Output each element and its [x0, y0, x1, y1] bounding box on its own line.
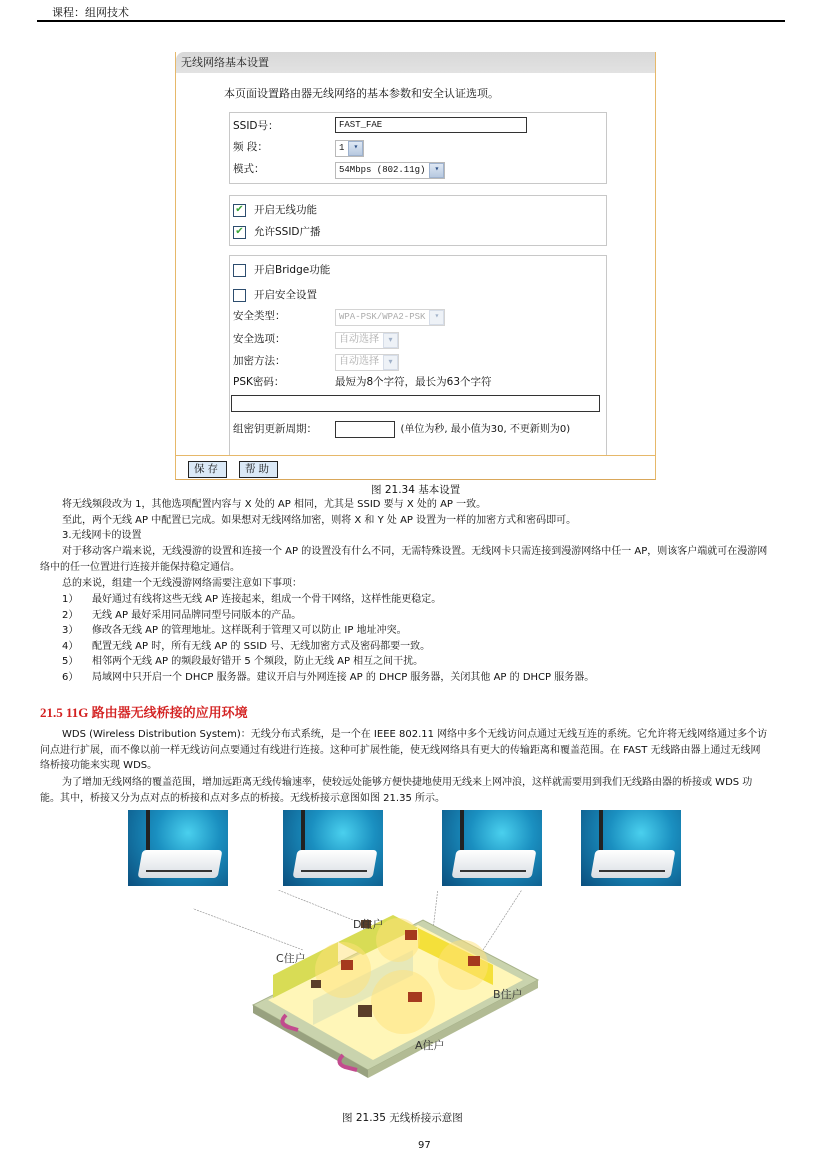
rekey-hint: (单位为秒, 最小值为30, 不更新则为0): [400, 424, 571, 435]
rekey-label: 组密钥更新周期：: [233, 423, 317, 435]
notes-list: [62, 592, 767, 685]
panel-intro: 本页面设置路由器无线网络的基本参数和安全认证选项。: [224, 87, 499, 100]
router-image: [283, 810, 383, 886]
list-item: 6） 局域网中只开启一个 DHCP 服务器。建议开启与外网连接 AP 的 DHCP 服务器，关闭其他 AP 的 DHCP 服务器。: [62, 671, 595, 683]
paragraph: 对于移动客户端来说，无线漫游的设置和连接一个 AP 的设置没有什么不同，无需特殊设置。无线网卡只需连接到漫游网络中任一 AP，则该客户端就可在漫游网络中的任一位置进行连接并能保持稳定通信。: [40, 546, 768, 573]
panel-footer: [176, 455, 655, 479]
paragraph: 将无线频段改为 1，其他选项配置内容与 X 处的 AP 相同，尤其是 SSID 要与 X 处的 AP 一致。: [62, 499, 487, 510]
psk-password-input[interactable]: [231, 395, 600, 412]
encryption-row: [230, 352, 606, 370]
list-item: 3） 修改各无线 AP 的管理地址。这样既利于管理又可以防止 IP 地址冲突。: [62, 625, 407, 636]
wireless-settings-panel: [175, 52, 656, 480]
list-item: 2） 无线 AP 最好采用同品牌同型号同版本的产品。: [62, 609, 302, 621]
rekey-row: [230, 420, 606, 438]
chevron-down-icon[interactable]: ▾: [383, 355, 398, 370]
enable-security-row[interactable]: 开启安全设置: [233, 287, 317, 303]
page-number: 97: [418, 1140, 431, 1151]
room-label-a: A住户: [415, 1039, 445, 1052]
subheading: 3.无线网卡的设置: [62, 530, 142, 541]
psk-hint: 最短为8个字符，最长为63个字符: [335, 376, 492, 388]
figure-caption-21-34: 图 21.34 基本设置: [371, 484, 461, 496]
channel-row: [230, 138, 606, 156]
help-button[interactable]: 帮助: [239, 461, 278, 478]
wireless-bridge-diagram: [193, 890, 693, 1100]
psk-row: [230, 373, 606, 391]
wireless-toggle-group: [229, 195, 607, 246]
mode-row: [230, 160, 606, 178]
mode-select[interactable]: 54Mbps (802.11g) ▾: [335, 162, 445, 179]
psk-label: PSK密码：: [233, 376, 285, 388]
chevron-down-icon[interactable]: ▾: [429, 163, 444, 178]
security-option-label: 安全选项：: [233, 333, 286, 345]
section-title: 21.5 11G 路由器无线桥接的应用环境: [40, 705, 248, 720]
ssid-label: SSID号：: [233, 120, 279, 132]
ssid-row: [230, 117, 606, 135]
ssid-input[interactable]: FAST_FAE: [335, 117, 527, 133]
room-label-b: B住户: [493, 988, 523, 1001]
enable-bridge-checkbox[interactable]: [233, 264, 246, 277]
list-item: 5） 相邻两个无线 AP 的频段最好错开 5 个频段，防止无线 AP 相互之间干扰。: [62, 656, 424, 667]
paragraph: WDS (Wireless Distribution System)：无线分布式系统，是一个在 IEEE 802.11 网络中多个无线访问点通过无线互连的系统。它允许将无线网络通过多个访问点进行扩展，而不像以前一样无线访问点要通过有线进行连接。这种可扩展性能，使无线网络具有更大的传输距离和覆盖范围。在 FAST 无线路由器上通过无线网络桥接功能来实现 WDS。: [40, 729, 768, 771]
enable-wireless-row[interactable]: ✔ 开启无线功能: [233, 202, 317, 218]
encryption-label: 加密方法：: [233, 355, 286, 367]
paragraph: 为了增加无线网络的覆盖范围，增加远距离无线传输速率，使较远处能够方便快捷地使用无线来上网冲浪，这样就需要用到我们无线路由器的桥接或 WDS 功能。其中，桥接又分为点对点的桥接和点对多点的桥接。无线桥接示意图如图 21.35 所示。: [40, 777, 753, 804]
security-type-label: 安全类型：: [233, 310, 286, 322]
chevron-down-icon[interactable]: ▾: [429, 310, 444, 325]
rekey-period-input[interactable]: [335, 421, 395, 438]
floor-plan-illustration: [193, 890, 693, 1100]
channel-select[interactable]: 1 ▾: [335, 140, 364, 157]
security-type-select[interactable]: WPA-PSK/WPA2-PSK ▾: [335, 309, 445, 326]
list-item: 4） 配置无线 AP 时，所有无线 AP 的 SSID 号、无线加密方式及密码都要一致。: [62, 640, 431, 652]
room-label-c: C住户: [276, 952, 306, 965]
paragraph: 总的来说，组建一个无线漫游网络需要注意如下事项：: [62, 578, 302, 589]
mode-label: 模式：: [233, 163, 265, 175]
figure-caption-21-35: 图 21.35 无线桥接示意图: [342, 1112, 463, 1124]
router-image: [442, 810, 542, 886]
header-rule: [37, 20, 785, 22]
room-label-d: D住户: [353, 918, 384, 931]
router-image: [581, 810, 681, 886]
security-type-row: [230, 307, 606, 325]
security-group: [229, 255, 607, 456]
security-option-row: [230, 330, 606, 348]
list-item: 1） 最好通过有线将这些无线 AP 连接起来，组成一个骨干网络，这样性能更稳定。: [62, 594, 442, 605]
course-header: 课程：组网技术: [52, 6, 129, 19]
enable-bridge-row[interactable]: 开启Bridge功能: [233, 262, 330, 278]
encryption-select[interactable]: 自动选择 ▾: [335, 354, 399, 371]
paragraph: 至此，两个无线 AP 中配置已完成。如果想对无线网络加密，则将 X 和 Y 处 AP 设置为一样的加密方式和密码即可。: [62, 515, 577, 526]
router-image: [128, 810, 228, 886]
chevron-down-icon[interactable]: ▾: [383, 333, 398, 348]
security-option-select[interactable]: 自动选择 ▾: [335, 332, 399, 349]
panel-title: 无线网络基本设置: [176, 52, 655, 73]
basic-params-group: [229, 112, 607, 184]
save-button[interactable]: 保存: [188, 461, 227, 478]
chevron-down-icon[interactable]: ▾: [348, 141, 363, 156]
channel-label: 频 段：: [233, 141, 268, 153]
enable-wireless-checkbox[interactable]: ✔: [233, 204, 246, 217]
ssid-broadcast-row[interactable]: ✔ 允许SSID广播: [233, 224, 321, 240]
ssid-broadcast-checkbox[interactable]: ✔: [233, 226, 246, 239]
enable-security-checkbox[interactable]: [233, 289, 246, 302]
